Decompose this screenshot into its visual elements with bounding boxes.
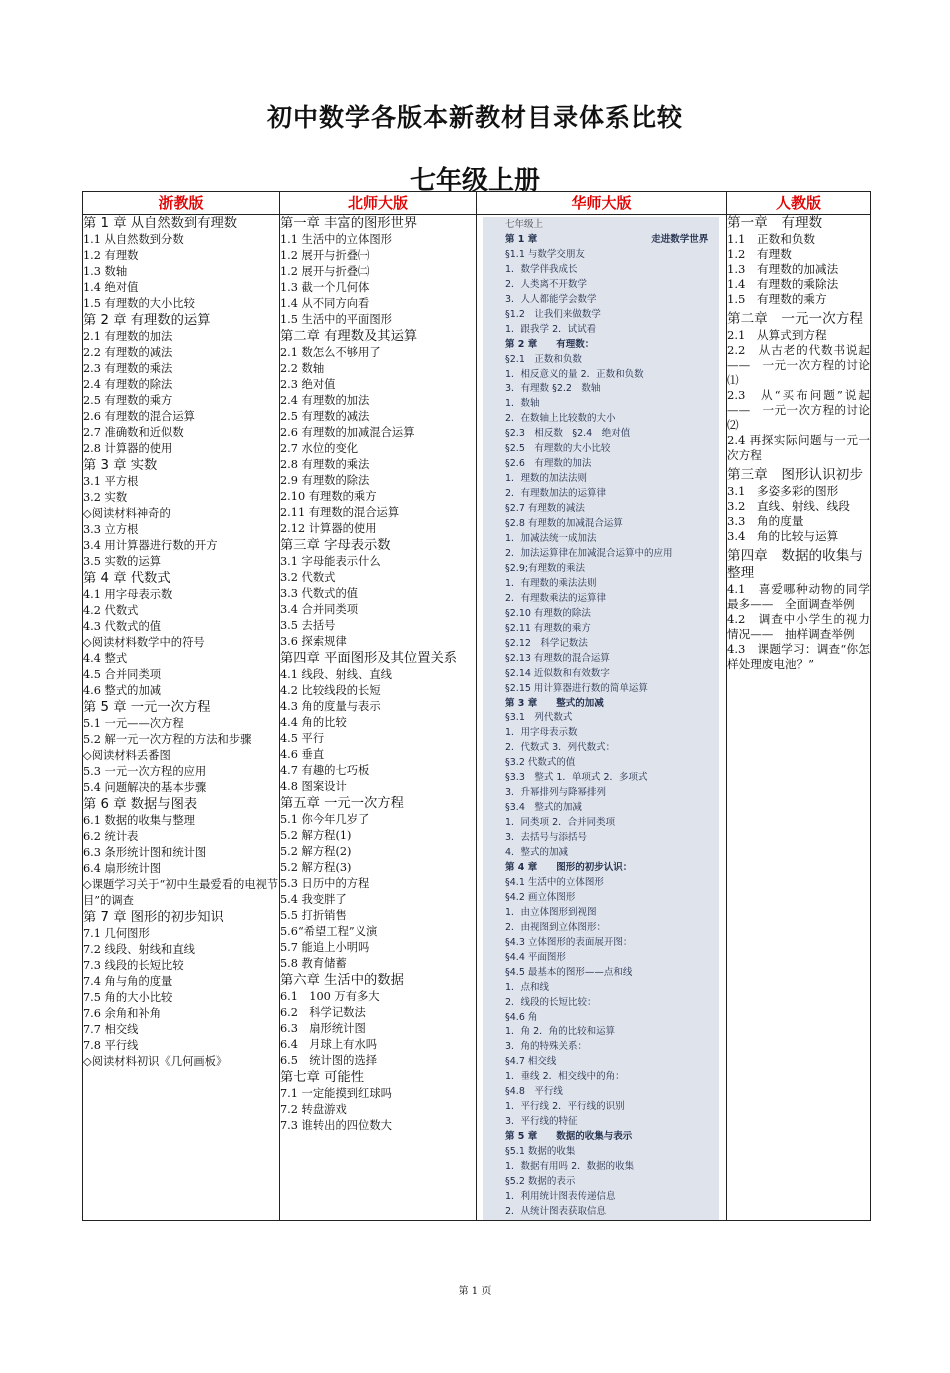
textbook-comparison-table (82, 191, 871, 1221)
toc-item: 1.2 展开与折叠㈠ (280, 249, 370, 262)
toc-item: 1.5 生活中的平面图形 (280, 313, 392, 326)
toc-item: 4.5 合并同类项 (83, 668, 162, 681)
toc-item: 5.2 解一元一次方程的方法和步骤 (83, 733, 252, 746)
header-zhe: 浙教版 (83, 192, 280, 215)
toc-item: 1．理数的加法法则 (505, 473, 588, 485)
chapter-heading: 第 1 章 走进数学世界 (505, 233, 709, 245)
toc-item: ◇课题学习关于“初中生最爱看的电视节目”的调查 (83, 878, 279, 907)
toc-item: 5.4 问题解决的基本步骤 (83, 781, 207, 794)
toc-item: §2.5 有理数的大小比较 (505, 443, 611, 455)
toc-item: 3．有理数 §2.2 数轴 (505, 383, 601, 395)
toc-item: 6.4 月球上有水吗 (280, 1038, 378, 1051)
toc-item: 7.7 相交线 (83, 1023, 139, 1036)
toc-item: 七年级上 (505, 219, 544, 230)
toc-item: 1.3 数轴 (83, 265, 128, 278)
chapter-heading: 第一章 丰富的图形世界 (280, 216, 418, 231)
chapter-heading: 第 6 章 数据与图表 (83, 797, 198, 812)
toc-item: §4.7 相交线 (505, 1056, 557, 1068)
toc-item: 3.3 角的度量 (727, 514, 804, 528)
toc-item: 4.3 角的度量与表示 (280, 700, 381, 713)
column-zhe (83, 215, 280, 1221)
toc-item: §4.6 角 (505, 1011, 538, 1023)
toc-item: 2.4 有理数的除法 (83, 378, 173, 391)
chapter-heading: 第 3 章 实数 (83, 458, 158, 473)
toc-item: §5.2 数据的表示 (505, 1176, 576, 1187)
toc-item: 6.2 统计表 (83, 830, 139, 843)
toc-item: 2.5 有理数的减法 (280, 410, 370, 423)
toc-item: 5.7 能追上小明吗 (280, 941, 370, 954)
toc-item: 1．平行线 2．平行线的识别 (505, 1101, 625, 1113)
hsd-shaded-block (483, 217, 719, 1220)
toc-item: 7.5 角的大小比较 (83, 991, 173, 1004)
toc-item: 1.1 从自然数到分数 (83, 233, 184, 246)
toc-item: 1．角 2．角的比较和运算 (505, 1026, 616, 1038)
toc-item: §2.12 科学记数法 (505, 637, 588, 649)
toc-item: 6.1 100 万有多大 (280, 990, 380, 1003)
toc-item: §2.13 有理数的混合运算 (505, 652, 610, 664)
page-footer: 第 1 页 (458, 1286, 492, 1297)
toc-item: 1．用字母表示数 (505, 727, 578, 739)
toc-item: 3.6 探索规律 (280, 635, 347, 648)
toc-item: 1．数学伴我成长 (505, 263, 578, 275)
toc-item: 4．整式的加减 (505, 847, 569, 859)
toc-item: §2.14 近似数和有效数字 (505, 667, 610, 679)
chapter-heading: 第 3 章 整式的加减 (505, 697, 604, 709)
chapter-heading: 第 7 章 图形的初步知识 (83, 910, 224, 925)
toc-item: 6.3 扇形统计图 (280, 1022, 366, 1035)
toc-item: 1．数轴 (505, 398, 540, 410)
column-bsd (280, 215, 477, 1221)
toc-item: §1.1 与数学交朋友 (505, 248, 585, 260)
toc-item: 4.2 代数式 (83, 604, 139, 617)
toc-item: 5.2 解方程(3) (280, 861, 352, 874)
toc-item: 1．加减法统一成加法 (505, 533, 597, 545)
chapter-heading: 第七章 可能性 (280, 1070, 365, 1085)
chapter-heading: 第 5 章 数据的收集与表示 (505, 1131, 633, 1143)
toc-item: 6.1 数据的收集与整理 (83, 814, 195, 827)
grade-subtitle: 七年级上册 (409, 166, 540, 196)
toc-item: 4.3 课题学习：调查“你怎样处理废电池？” (727, 642, 870, 671)
toc-item: 4.1 线段、射线、直线 (280, 668, 392, 681)
toc-item: 4.2 调查中小学生的视力情况—— 抽样调查举例 (727, 612, 870, 641)
chapter-heading: 第 1 章 从自然数到有理数 (83, 216, 238, 231)
toc-item: 2．从统计图表获取信息 (505, 1205, 607, 1217)
toc-item: 4.1 用字母表示数 (83, 588, 173, 601)
toc-item: 7.8 平行线 (83, 1039, 139, 1052)
toc-item: §4.5 最基本的图形——点和线 (505, 966, 633, 978)
toc-item: 4.6 整式的加减 (83, 684, 162, 697)
toc-item: 2.7 准确数和近似数 (83, 426, 184, 439)
toc-item: 2．在数轴上比较数的大小 (505, 413, 616, 425)
toc-item: §4.8 平行线 (505, 1086, 563, 1098)
toc-item: 2．由视图到立体图形： (505, 921, 607, 933)
toc-item: 4.1 喜爱哪种动物的同学最多—— 全面调查举例 (727, 582, 870, 611)
toc-item: 5.2 解方程(1) (280, 829, 352, 842)
toc-item: 7.3 谁转出的四位数大 (280, 1119, 392, 1132)
toc-item: 5.5 打折销售 (280, 909, 347, 922)
toc-item: 1.3 截一个几何体 (280, 281, 370, 294)
toc-item: 3.2 代数式 (280, 571, 336, 584)
toc-item: 6.3 条形统计图和统计图 (83, 846, 207, 859)
toc-item: 2.11 有理数的混合运算 (280, 506, 400, 519)
chapter-heading: 第四章 平面图形及其位置关系 (280, 651, 458, 666)
toc-item: 5.2 解方程(2) (280, 845, 352, 858)
chapter-heading: 第五章 一元一次方程 (280, 796, 404, 811)
toc-item: 5.6“希望工程”义演 (280, 925, 378, 938)
toc-item: 4.8 图案设计 (280, 780, 347, 793)
toc-item: 1．相反意义的量 2．正数和负数 (505, 368, 644, 380)
toc-item: 3.5 去括号 (280, 619, 336, 632)
column-hsd (477, 215, 727, 1221)
toc-item: §4.2 画立体图形 (505, 891, 576, 903)
toc-item: 2．有理数乘法的运算律 (505, 592, 607, 604)
toc-item: 2.1 从算式到方程 (727, 328, 827, 342)
toc-item: 1.2 有理数 (727, 247, 792, 261)
toc-item: 5.1 一元——次方程 (83, 717, 184, 730)
toc-item: 5.3 一元一次方程的应用 (83, 765, 207, 778)
toc-item: 3.5 实数的运算 (83, 555, 162, 568)
toc-item: 2.1 有理数的加法 (83, 330, 173, 343)
toc-item: §5.1 数据的收集 (505, 1146, 576, 1158)
toc-item: §3.1 列代数式 (505, 712, 573, 724)
toc-item: 1.5 有理数的乘方 (727, 292, 827, 306)
toc-item: 1．垂线 2．相交线中的角： (505, 1071, 625, 1083)
toc-item: 3.4 用计算器进行数的开方 (83, 539, 218, 552)
toc-item: 3.1 平方根 (83, 475, 139, 488)
toc-item: §4.4 平面图形 (505, 951, 566, 963)
toc-item: 5.8 教育储蓄 (280, 957, 347, 970)
toc-item: 1．利用统计图表传递信息 (505, 1190, 616, 1202)
chapter-heading: 第 2 章 有理数： (505, 338, 595, 350)
toc-item: 1．点和线 (505, 981, 550, 993)
toc-item: 3.1 字母能表示什么 (280, 555, 381, 568)
toc-item: §1.2 让我们来做数学 (505, 308, 601, 320)
toc-item: 2.3 绝对值 (280, 378, 336, 391)
toc-item: 3.4 角的比较与运算 (727, 529, 839, 543)
toc-item: 1.4 有理数的乘除法 (727, 277, 839, 291)
toc-item: 5.3 日历中的方程 (280, 877, 370, 890)
toc-item: §2.7 有理数的减法 (505, 503, 585, 515)
toc-item: 7.1 一定能摸到红球吗 (280, 1087, 392, 1100)
toc-item: 3.4 合并同类项 (280, 603, 359, 616)
toc-item: 1.2 有理数 (83, 249, 139, 262)
toc-item: §2.6 有理数的加法 (505, 458, 592, 470)
chapter-heading: 第二章 一元一次方程 (727, 311, 863, 327)
toc-item: §4.1 生活中的立体图形 (505, 876, 604, 888)
toc-item: 2．加法运算律在加减混合运算中的应用 (505, 547, 673, 559)
toc-item: 7.6 余角和补角 (83, 1007, 162, 1020)
toc-item: 4.6 垂直 (280, 748, 325, 761)
toc-item: 1．数据有用吗 2．数据的收集 (505, 1161, 635, 1173)
toc-item: §3.2 代数式的值 (505, 757, 576, 769)
toc-item: 2.1 数怎么不够用了 (280, 346, 381, 359)
header-hsd: 华师大版 (477, 192, 727, 215)
toc-item: 2.3 有理数的乘法 (83, 362, 173, 375)
toc-item: 4.4 整式 (83, 652, 128, 665)
toc-item: 3．平行线的特征 (505, 1116, 578, 1128)
chapter-heading: 第 2 章 有理数的运算 (83, 313, 211, 328)
toc-item: 2．有理数加法的运算律 (505, 488, 607, 500)
toc-item: 6.5 统计图的选择 (280, 1054, 378, 1067)
toc-item: 1．跟我学 2．试试看 (505, 323, 597, 335)
chapter-heading: 第 4 章 代数式 (83, 571, 171, 586)
chapter-heading: 第六章 生活中的数据 (280, 973, 404, 988)
toc-item: 2.12 计算器的使用 (280, 522, 377, 535)
toc-item: 7.2 线段、射线和直线 (83, 943, 195, 956)
page-title: 初中数学各版本新教材目录体系比较 (266, 103, 683, 132)
toc-item: 3.1 多姿多彩的图形 (727, 484, 839, 498)
toc-item: 6.4 扇形统计图 (83, 862, 162, 875)
toc-item: §2.1 正数和负数 (505, 353, 582, 365)
toc-item: 3．角的特殊关系： (505, 1041, 588, 1053)
toc-item: 6.2 科学记数法 (280, 1006, 366, 1019)
chapter-heading: 第 5 章 一元一次方程 (83, 700, 211, 715)
toc-item: 1.4 从不同方向看 (280, 297, 370, 310)
toc-item: 2.8 有理数的乘法 (280, 458, 370, 471)
toc-item: 4.3 代数式的值 (83, 620, 162, 633)
chapter-heading: 第 4 章 图形的初步认识： (505, 861, 633, 873)
toc-item: 1.1 正数和负数 (727, 232, 816, 246)
header-rj: 人教版 (727, 192, 871, 215)
toc-item: 7.1 几何图形 (83, 927, 150, 940)
toc-item: 2.2 数轴 (280, 362, 325, 375)
toc-item: 7.2 转盘游戏 (280, 1103, 347, 1116)
toc-item: 3.3 代数式的值 (280, 587, 359, 600)
chapter-heading: 第四章 数据的收集与整理 (727, 548, 863, 581)
toc-item: 1.4 绝对值 (83, 281, 139, 294)
chapter-heading: 第二章 有理数及其运算 (280, 329, 418, 344)
chapter-heading: 第一章 有理数 (727, 215, 823, 231)
toc-item: §2.3 相反数 §2.4 绝对值 (505, 428, 631, 440)
toc-item: 7.4 角与角的度量 (83, 975, 173, 988)
toc-item: 1.2 展开与折叠㈡ (280, 265, 370, 278)
toc-item: 3．升幂排列与降幂排列 (505, 787, 607, 799)
toc-item: 2.8 计算器的使用 (83, 442, 173, 455)
toc-item: 5.1 你今年几岁了 (280, 813, 370, 826)
column-rj (727, 215, 871, 1221)
toc-item: §3.3 整式 1．单项式 2．多项式 (505, 772, 648, 784)
toc-item: 4.4 角的比较 (280, 716, 347, 729)
toc-item: ◇阅读材料丢番图 (83, 749, 171, 762)
toc-item: ◇阅读材料初识《几何画板》 (83, 1055, 228, 1068)
toc-item: 2.9 有理数的除法 (280, 474, 370, 487)
toc-item: 2.6 有理数的混合运算 (83, 410, 195, 423)
toc-item: §2.9;有理数的乘法 (505, 562, 586, 574)
toc-item: 4.5 平行 (280, 732, 325, 745)
toc-item: §3.4 整式的加减 (505, 802, 582, 814)
toc-item: ◇阅读材料神奇的 (83, 507, 171, 520)
toc-item: 3.2 直线、射线、线段 (727, 499, 850, 513)
toc-item: §2.8 有理数的加减混合运算 (505, 518, 623, 530)
chapter-heading: 第三章 字母表示数 (280, 538, 391, 553)
toc-item: 5.4 我变胖了 (280, 893, 347, 906)
toc-item: §2.15 用计算器进行数的简单运算 (505, 682, 648, 694)
chapter-heading: 第三章 图形认识初步 (727, 467, 863, 483)
toc-item: 1.1 生活中的立体图形 (280, 233, 392, 246)
toc-item: 2.6 有理数的加减混合运算 (280, 426, 415, 439)
toc-item: 2．人类离不开数学 (505, 278, 588, 290)
toc-item: 4.2 比较线段的长短 (280, 684, 381, 697)
toc-item: 2．线段的长短比较： (505, 996, 597, 1008)
toc-item: 4.7 有趣的七巧板 (280, 764, 370, 777)
header-bsd: 北师大版 (280, 192, 477, 215)
toc-item: §2.11 有理数的乘方 (505, 622, 591, 634)
toc-item: 2.2 有理数的减法 (83, 346, 173, 359)
toc-item: 2.7 水位的变化 (280, 442, 359, 455)
toc-item: 3.3 立方根 (83, 523, 139, 536)
toc-item: ◇阅读材料数学中的符号 (83, 636, 205, 649)
toc-item: 1．有理数的乘法法则 (505, 577, 597, 589)
toc-item: 2.4 有理数的加法 (280, 394, 370, 407)
toc-item: §4.3 立体图形的表面展开图： (505, 936, 633, 948)
toc-item: 2.3 从“买布问题”说起—— 一元一次方程的讨论⑵ (727, 388, 870, 432)
toc-item: 3.2 实数 (83, 491, 128, 504)
toc-item: 2．代数式 3．列代数式： (505, 742, 616, 754)
toc-item: 1.5 有理数的大小比较 (83, 297, 195, 310)
toc-item: 7.3 线段的长短比较 (83, 959, 184, 972)
toc-item: §2.10 有理数的除法 (505, 607, 591, 619)
toc-item: 2.4 再探实际问题与一元一次方程 (727, 433, 870, 462)
toc-item: 1．同类项 2．合并同类项 (505, 817, 616, 829)
toc-item: 1．由立体图形到视图 (505, 906, 597, 918)
toc-item: 2.5 有理数的乘方 (83, 394, 173, 407)
toc-item: 3．去括号与添括号 (505, 832, 588, 844)
toc-item: 2.2 从古老的代数书说起—— 一元一次方程的讨论⑴ (727, 343, 870, 387)
toc-item: 1.3 有理数的加减法 (727, 262, 839, 276)
toc-item: 3．人人都能学会数学 (505, 293, 597, 305)
toc-item: 2.10 有理数的乘方 (280, 490, 377, 503)
